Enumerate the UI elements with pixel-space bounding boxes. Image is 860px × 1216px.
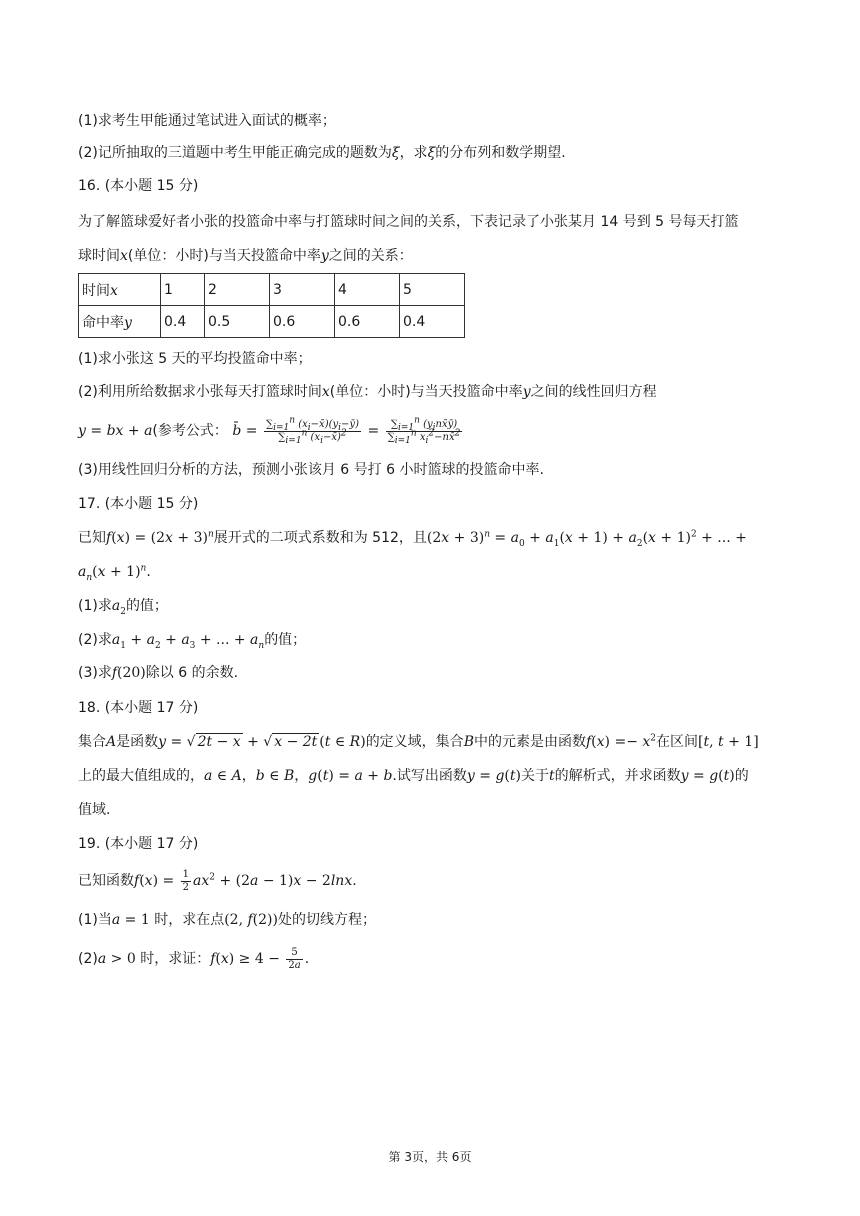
q15-part2: (2)记所抽取的三道题中考生甲能正确完成的题数为ξ，求ξ的分布列和数学期望. <box>78 145 566 161</box>
q19-line1: 已知函数f(x) = $\frac{1}{2}$ $ax^2 + (2a - 1)x - 2\ln x$. <box>78 868 357 893</box>
q18-line3: 值域. <box>78 802 111 818</box>
table-cell: 0.6 <box>335 306 400 338</box>
q17-part1: (1)求$a_2$的值； <box>78 598 168 617</box>
table-cell: 5 <box>400 274 465 306</box>
table-row <box>79 274 465 306</box>
q19-part2: (2)a > 0 时，求证：f(x) ≥ 4 − $\frac{5}{2a}$ . <box>78 946 310 971</box>
q16-intro-line2: 球时间x(单位：小时)与当天投篮命中率y之间的关系： <box>78 248 413 264</box>
table-cell: 命中率y <box>79 306 161 338</box>
table-cell: 时间x <box>79 274 161 306</box>
q18-header: 18. (本小题 17 分) <box>78 700 199 716</box>
table-cell: 2 <box>205 274 270 306</box>
page-footer: 第 3页，共 6页 <box>388 1150 472 1164</box>
q17-part2: (2)求$a_1 + a_2 + a_3$ + ... + $a_n$的值； <box>78 632 307 651</box>
q16-header: 16. (本小题 15 分) <box>78 178 199 194</box>
q19-header: 19. (本小题 17 分) <box>78 836 199 852</box>
q18-line1: 集合A是函数y = √ 2t − x + √ x − 2t (t ∈ R)的定义域，集合B中的元素是由函数$f(x) =- x^2$在区间[t, t + 1] <box>78 733 759 750</box>
q17-header: 17. (本小题 15 分) <box>78 496 199 512</box>
q19-part1: (1)当a = 1 时，求在点(2, f(2))处的切线方程； <box>78 912 376 928</box>
q15-part1: (1)求考生甲能通过笔试进入面试的概率； <box>78 113 336 129</box>
table-cell: 1 <box>161 274 205 306</box>
table-cell: 0.6 <box>270 306 335 338</box>
q16-part2: (2)利用所给数据求小张每天打篮球时间x(单位：小时)与当天投篮命中率y之间的线性回归方程 <box>78 384 657 400</box>
q17-line1: 已知$f(x) = (2x + 3)^n$展开式的二项式系数和为 512，且$(2x + 3)^n = a_0 + a_1(x + 1) + a_2(x + 1)^2$ + ... + <box>78 529 747 549</box>
table-cell: 0.4 <box>161 306 205 338</box>
table-row <box>79 306 465 338</box>
q16-formula: y = bx + a(参考公式： b̄ = $\frac{\sum_{i=1}^n (x_i-x̄)(y_i-ȳ)}{\sum_{i=1}^n (x_i-x̄)^2}$ = $\frac{\sum_{i=1}^n (y_inx̄ȳ)}{\sum_{i=1}^n x_i^2-nx̄^2}$ <box>78 415 461 446</box>
q17-line2: $a_n(x + 1)^n$. <box>78 563 151 583</box>
q17-part3: (3)求f(20)除以 6 的余数. <box>78 665 239 681</box>
q18-line2: 上的最大值组成的，a ∈ A，b ∈ B，g(t) = a + b.试写出函数y = g(t)关于t的解析式，并求函数y = g(t)的 <box>78 768 749 784</box>
data-table <box>78 273 465 338</box>
table-cell: 4 <box>335 274 400 306</box>
table-cell: 0.4 <box>400 306 465 338</box>
table-cell: 3 <box>270 274 335 306</box>
table-cell: 0.5 <box>205 306 270 338</box>
q16-part1: (1)求小张这 5 天的平均投篮命中率； <box>78 351 312 367</box>
q16-intro-line1: 为了解篮球爱好者小张的投篮命中率与打篮球时间之间的关系，下表记录了小张某月 14 号到 5 号每天打篮 <box>78 214 739 230</box>
q16-part3: (3)用线性回归分析的方法，预测小张该月 6 号打 6 小时篮球的投篮命中率. <box>78 462 544 478</box>
